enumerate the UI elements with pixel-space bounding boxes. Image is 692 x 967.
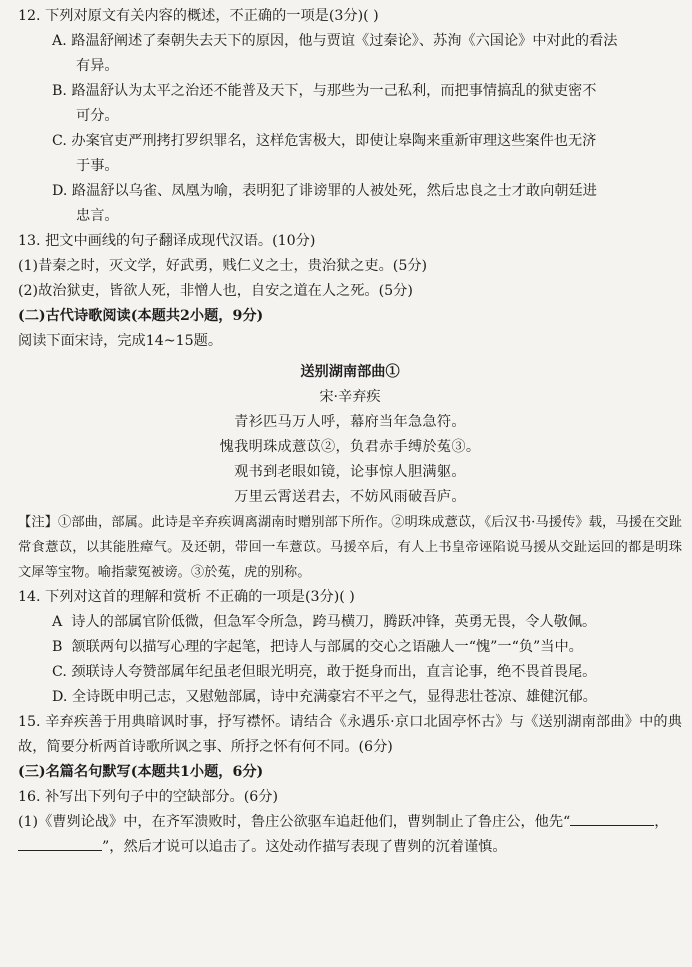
q12-option-b-cont: 可分。	[76, 108, 119, 124]
option-label: D.	[52, 183, 68, 199]
option-label: C.	[52, 664, 67, 680]
option-text: 路温舒认为太平之治还不能普及天下，与那些为一己私利，而把事情搞乱的狱吏密不	[71, 83, 597, 99]
q14-option-d	[18, 685, 682, 710]
q14-option-b	[18, 635, 682, 660]
q12-option-a-cont: 有异。	[76, 58, 119, 74]
q12-option-c-cont: 于事。	[76, 158, 119, 174]
poem-line-2: 愧我明珠成薏苡②，负君赤手缚於菟③。	[219, 439, 481, 455]
q13-sentence-2: (2)故治狱吏，皆欲人死，非憎人也，自安之道在人之死。(5分)	[18, 283, 413, 299]
q16-part-1-before: (1)《曹刿论战》中，在齐军溃败时，鲁庄公欲驱车追赶他们，曹刿制止了鲁庄公，他先“	[18, 814, 571, 830]
q12-option-c	[18, 129, 682, 154]
q13-sentence-1: (1)昔秦之时，灭文学，好武勇，贱仁义之士，贵治狱之吏。(5分)	[18, 258, 428, 274]
option-label: D.	[52, 689, 68, 705]
option-text: 颈联诗人夸赞部属年纪虽老但眼光明亮，敢于挺身而出，直言论事，绝不畏首畏尾。	[71, 664, 597, 680]
q14-option-c	[18, 660, 682, 685]
q12-option-a	[18, 29, 682, 54]
option-text: 办案官吏严刑拷打罗织罪名，这样危害极大，即使让皋陶来重新审理这些案件也无济	[71, 133, 597, 149]
poem-line-1: 青衫匹马万人呼，幕府当年急急符。	[234, 414, 466, 430]
option-label: C.	[52, 133, 67, 149]
answer-blank-1[interactable]	[570, 811, 654, 826]
poem-line-4: 万里云霄送君去，不妨风雨破吾庐。	[234, 489, 466, 505]
option-label: A	[52, 614, 63, 630]
exam-page	[18, 4, 682, 860]
poem-line-3: 观书到老眼如镜，论事惊人胆满躯。	[234, 464, 466, 480]
q16-part-1: (1)《曹刿论战》中，在齐军溃败时，鲁庄公欲驱车追赶他们，曹刿制止了鲁庄公，他先“ ， ”，然后才说可以追击了。这处动作描写表现了曹刿的沉着谨慎。	[18, 810, 682, 860]
section-2-heading: (二)古代诗歌阅读(本题共2小题，9分)	[18, 308, 264, 324]
q12-option-d-cont: 忠言。	[76, 208, 119, 224]
option-label: B	[52, 639, 63, 655]
option-label: A.	[52, 33, 67, 49]
q16-part-1-after: ”，然后才说可以追击了。这处动作描写表现了曹刿的沉着谨慎。	[102, 839, 507, 855]
answer-blank-2[interactable]	[18, 836, 102, 851]
section-2-intro: 阅读下面宋诗，完成14~15题。	[18, 333, 223, 349]
option-label: B.	[52, 83, 67, 99]
question-14-stem: 14. 下列对这首的理解和赏析 不正确的一项是(3分)( )	[18, 589, 355, 605]
poem-annotation: 【注】①部曲，部属。此诗是辛弃疾调离湖南时赠别部下所作。②明珠成薏苡，《后汉书·马援传》载，马援在交趾常食薏苡，以其能胜瘴气。及还朝，带回一车薏苡。马援卒后，有人上书皇帝诬陷说马援从交趾运回的都是明珠文犀等宝物。喻指蒙冤被谤。③於菟，虎的别称。	[18, 515, 682, 580]
option-text: 路温舒以乌雀、凤凰为喻，表明犯了诽谤罪的人被处死，然后忠良之士才敢向朝廷进	[71, 183, 597, 199]
question-15: 15. 辛弃疾善于用典暗讽时事，抒写襟怀。请结合《永遇乐·京口北固亭怀古》与《送别湖南部曲》中的典故，简要分析两首诗歌所讽之事、所抒之怀有何不同。(6分)	[18, 714, 682, 755]
q12-option-b	[18, 79, 682, 104]
option-text: 诗人的部属官阶低微，但急军令所急，跨马横刀，腾跃冲锋，英勇无畏，令人敬佩。	[71, 614, 597, 630]
question-16-stem: 16. 补写出下列句子中的空缺部分。(6分)	[18, 789, 278, 805]
question-13-stem: 13. 把文中画线的句子翻译成现代汉语。(10分)	[18, 233, 316, 249]
question-12-stem: 12. 下列对原文有关内容的概述，不正确的一项是(3分)( )	[18, 8, 379, 24]
q14-option-a	[18, 610, 682, 635]
option-text: 全诗既申明己志，又慰勉部属，诗中充满豪宕不平之气，显得悲壮苍凉、雄健沉郁。	[71, 689, 597, 705]
option-text: 颔联两句以描写心理的字起笔，把诗人与部属的交心之语融人一“愧”一“负”当中。	[71, 639, 583, 655]
option-text: 路温舒阐述了秦朝失去天下的原因，他与贾谊《过秦论》、苏洵《六国论》中对此的看法	[71, 33, 618, 49]
poem-title: 送别湖南部曲①	[300, 364, 400, 380]
poem-author: 宋·辛弃疾	[319, 389, 381, 405]
q12-option-d	[18, 179, 682, 204]
section-3-heading: (三)名篇名句默写(本题共1小题，6分)	[18, 764, 264, 780]
